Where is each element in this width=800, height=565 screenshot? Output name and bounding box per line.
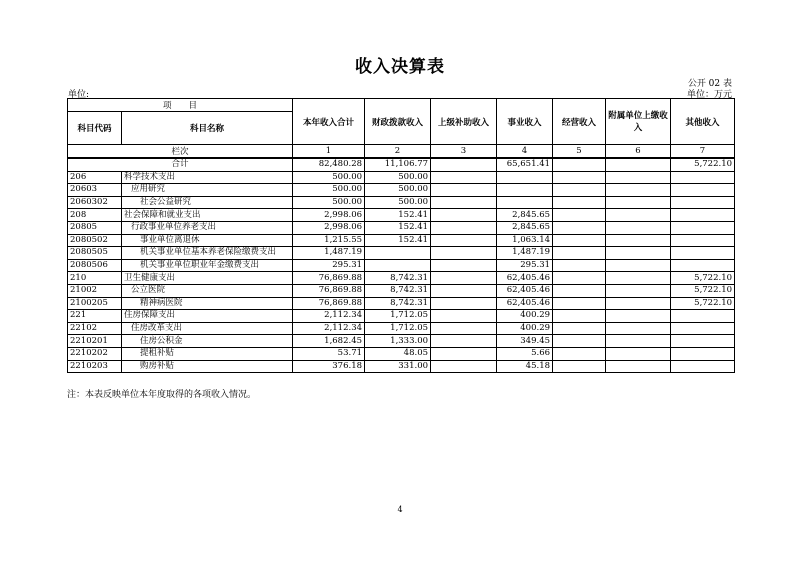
amount-cell: 1,333.00	[365, 335, 431, 348]
amount-cell	[553, 322, 606, 335]
amount-cell	[671, 259, 735, 272]
col-number: 1	[293, 145, 365, 159]
table-row	[68, 322, 735, 335]
subject-code: 2100205	[68, 297, 122, 310]
amount-cell: 5,722.10	[671, 284, 735, 297]
table-row	[68, 196, 735, 209]
table-row	[68, 284, 735, 297]
amount-cell: 1,487.19	[293, 247, 365, 260]
header-col-4: 事业收入	[497, 99, 553, 145]
total-value: 5,722.10	[671, 158, 735, 171]
amount-cell	[497, 171, 553, 184]
amount-cell	[553, 209, 606, 222]
total-row	[68, 158, 735, 171]
amount-cell: 400.29	[497, 310, 553, 323]
col-number: 5	[553, 145, 606, 159]
subject-name: 住房公积金	[122, 335, 293, 348]
amount-cell	[606, 209, 671, 222]
amount-cell	[671, 196, 735, 209]
subject-name: 提租补贴	[122, 347, 293, 360]
amount-cell	[606, 171, 671, 184]
amount-cell: 2,845.65	[497, 209, 553, 222]
amount-cell: 8,742.31	[365, 284, 431, 297]
table-row	[68, 234, 735, 247]
subject-code: 206	[68, 171, 122, 184]
subject-name: 应用研究	[122, 184, 293, 197]
amount-cell	[553, 310, 606, 323]
amount-cell	[553, 360, 606, 373]
amount-cell	[671, 247, 735, 260]
subject-name: 购房补贴	[122, 360, 293, 373]
subject-name: 精神病医院	[122, 297, 293, 310]
amount-cell	[606, 234, 671, 247]
total-value: 82,480.28	[293, 158, 365, 171]
amount-cell	[431, 322, 497, 335]
amount-cell: 500.00	[293, 171, 365, 184]
amount-cell	[431, 284, 497, 297]
amount-cell	[606, 297, 671, 310]
amount-cell	[671, 347, 735, 360]
total-value: 65,651.41	[497, 158, 553, 171]
table-row	[68, 347, 735, 360]
amount-cell	[431, 196, 497, 209]
amount-cell: 62,405.46	[497, 272, 553, 285]
currency-unit-label: 单位：万元	[686, 90, 732, 100]
col-number: 4	[497, 145, 553, 159]
col-number: 6	[606, 145, 671, 159]
amount-cell	[671, 322, 735, 335]
amount-cell: 48.05	[365, 347, 431, 360]
amount-cell	[497, 196, 553, 209]
amount-cell	[671, 184, 735, 197]
amount-cell	[553, 284, 606, 297]
header-col-6: 附属单位上缴收入	[606, 99, 671, 145]
amount-cell: 5.66	[497, 347, 553, 360]
amount-cell: 2,112.34	[293, 322, 365, 335]
table-row	[68, 259, 735, 272]
amount-cell: 5,722.10	[671, 272, 735, 285]
table-row	[68, 184, 735, 197]
amount-cell: 349.45	[497, 335, 553, 348]
amount-cell	[606, 196, 671, 209]
amount-cell: 1,487.19	[497, 247, 553, 260]
amount-cell	[553, 247, 606, 260]
amount-cell	[671, 310, 735, 323]
table-row	[68, 335, 735, 348]
page-title: 收入决算表	[355, 57, 445, 77]
amount-cell	[671, 171, 735, 184]
table-row	[68, 360, 735, 373]
amount-cell: 1,682.45	[293, 335, 365, 348]
unit-label: 单位:	[68, 90, 90, 100]
subject-name: 科学技术支出	[122, 171, 293, 184]
amount-cell: 1,712.05	[365, 322, 431, 335]
amount-cell	[553, 234, 606, 247]
subject-name: 社会公益研究	[122, 196, 293, 209]
table-row	[68, 171, 735, 184]
amount-cell: 152.41	[365, 234, 431, 247]
col-number: 2	[365, 145, 431, 159]
header-col-2: 财政拨款收入	[365, 99, 431, 145]
header-name: 科目名称	[122, 112, 293, 145]
amount-cell: 1,063.14	[497, 234, 553, 247]
amount-cell: 2,845.65	[497, 221, 553, 234]
amount-cell: 500.00	[293, 184, 365, 197]
subject-code: 20603	[68, 184, 122, 197]
subject-code: 221	[68, 310, 122, 323]
amount-cell: 45.18	[497, 360, 553, 373]
table-row	[68, 247, 735, 260]
amount-cell	[606, 284, 671, 297]
header-item: 项 目	[68, 99, 293, 112]
subject-name: 事业单位离退休	[122, 234, 293, 247]
amount-cell	[606, 360, 671, 373]
amount-cell: 152.41	[365, 221, 431, 234]
subject-code: 208	[68, 209, 122, 222]
subject-name: 公立医院	[122, 284, 293, 297]
amount-cell	[431, 335, 497, 348]
amount-cell: 500.00	[293, 196, 365, 209]
amount-cell	[671, 209, 735, 222]
subject-name: 社会保障和就业支出	[122, 209, 293, 222]
subject-code: 21002	[68, 284, 122, 297]
amount-cell	[553, 184, 606, 197]
table-row	[68, 297, 735, 310]
table-note: 注：本表反映单位本年度取得的各项收入情况。	[67, 390, 257, 400]
amount-cell	[606, 184, 671, 197]
amount-cell: 8,742.31	[365, 297, 431, 310]
amount-cell	[553, 297, 606, 310]
amount-cell	[431, 272, 497, 285]
amount-cell	[606, 247, 671, 260]
amount-cell: 53.71	[293, 347, 365, 360]
amount-cell: 76,869.88	[293, 272, 365, 285]
amount-cell	[431, 347, 497, 360]
amount-cell	[671, 234, 735, 247]
table-row	[68, 209, 735, 222]
amount-cell	[431, 310, 497, 323]
amount-cell: 295.31	[293, 259, 365, 272]
amount-cell	[553, 335, 606, 348]
subject-code: 2080505	[68, 247, 122, 260]
subject-name: 住房改革支出	[122, 322, 293, 335]
amount-cell	[365, 247, 431, 260]
amount-cell	[606, 310, 671, 323]
col-number: 3	[431, 145, 497, 159]
page-number: 4	[397, 505, 403, 514]
amount-cell	[431, 221, 497, 234]
subject-code: 2060302	[68, 196, 122, 209]
amount-cell: 2,112.34	[293, 310, 365, 323]
col-number: 7	[671, 145, 735, 159]
amount-cell: 76,869.88	[293, 284, 365, 297]
amount-cell	[606, 272, 671, 285]
amount-cell: 400.29	[497, 322, 553, 335]
header-col-3: 上级补助收入	[431, 99, 497, 145]
header-row-label: 栏次	[68, 145, 293, 159]
header-col-5: 经营收入	[553, 99, 606, 145]
subject-code: 2210202	[68, 347, 122, 360]
amount-cell	[431, 184, 497, 197]
amount-cell: 76,869.88	[293, 297, 365, 310]
total-value	[431, 158, 497, 171]
amount-cell	[553, 259, 606, 272]
amount-cell	[431, 247, 497, 260]
amount-cell	[671, 221, 735, 234]
amount-cell	[431, 171, 497, 184]
subject-code: 22102	[68, 322, 122, 335]
subject-name: 行政事业单位养老支出	[122, 221, 293, 234]
subject-code: 2080506	[68, 259, 122, 272]
table-row	[68, 221, 735, 234]
subject-name: 机关事业单位职业年金缴费支出	[122, 259, 293, 272]
income-table	[67, 98, 735, 373]
header-code: 科目代码	[68, 112, 122, 145]
amount-cell: 62,405.46	[497, 284, 553, 297]
amount-cell: 376.18	[293, 360, 365, 373]
amount-cell: 500.00	[365, 171, 431, 184]
amount-cell	[431, 209, 497, 222]
amount-cell	[606, 335, 671, 348]
form-number: 公开 02 表	[687, 79, 732, 89]
amount-cell	[431, 259, 497, 272]
total-label: 合计	[68, 158, 293, 171]
amount-cell	[671, 360, 735, 373]
amount-cell: 62,405.46	[497, 297, 553, 310]
amount-cell	[606, 259, 671, 272]
amount-cell	[606, 347, 671, 360]
subject-code: 2210203	[68, 360, 122, 373]
amount-cell	[365, 259, 431, 272]
amount-cell	[606, 221, 671, 234]
total-value: 11,106.77	[365, 158, 431, 171]
total-value	[606, 158, 671, 171]
subject-name: 机关事业单位基本养老保险缴费支出	[122, 247, 293, 260]
amount-cell	[431, 297, 497, 310]
subject-code: 2080502	[68, 234, 122, 247]
table-row	[68, 310, 735, 323]
amount-cell	[553, 171, 606, 184]
header-col-1: 本年收入合计	[293, 99, 365, 145]
subject-code: 20805	[68, 221, 122, 234]
amount-cell	[606, 322, 671, 335]
amount-cell: 500.00	[365, 184, 431, 197]
amount-cell: 5,722.10	[671, 297, 735, 310]
subject-name: 卫生健康支出	[122, 272, 293, 285]
amount-cell	[671, 335, 735, 348]
amount-cell: 1,215.55	[293, 234, 365, 247]
header-col-7: 其他收入	[671, 99, 735, 145]
amount-cell	[497, 184, 553, 197]
total-value	[553, 158, 606, 171]
subject-code: 2210201	[68, 335, 122, 348]
amount-cell: 2,998.06	[293, 221, 365, 234]
amount-cell: 1,712.05	[365, 310, 431, 323]
amount-cell: 331.00	[365, 360, 431, 373]
amount-cell	[553, 221, 606, 234]
amount-cell: 8,742.31	[365, 272, 431, 285]
subject-code: 210	[68, 272, 122, 285]
subject-name: 住房保障支出	[122, 310, 293, 323]
amount-cell: 500.00	[365, 196, 431, 209]
amount-cell	[553, 272, 606, 285]
amount-cell	[553, 347, 606, 360]
amount-cell	[553, 196, 606, 209]
amount-cell	[431, 234, 497, 247]
amount-cell: 152.41	[365, 209, 431, 222]
amount-cell: 295.31	[497, 259, 553, 272]
table-row	[68, 272, 735, 285]
amount-cell: 2,998.06	[293, 209, 365, 222]
amount-cell	[431, 360, 497, 373]
